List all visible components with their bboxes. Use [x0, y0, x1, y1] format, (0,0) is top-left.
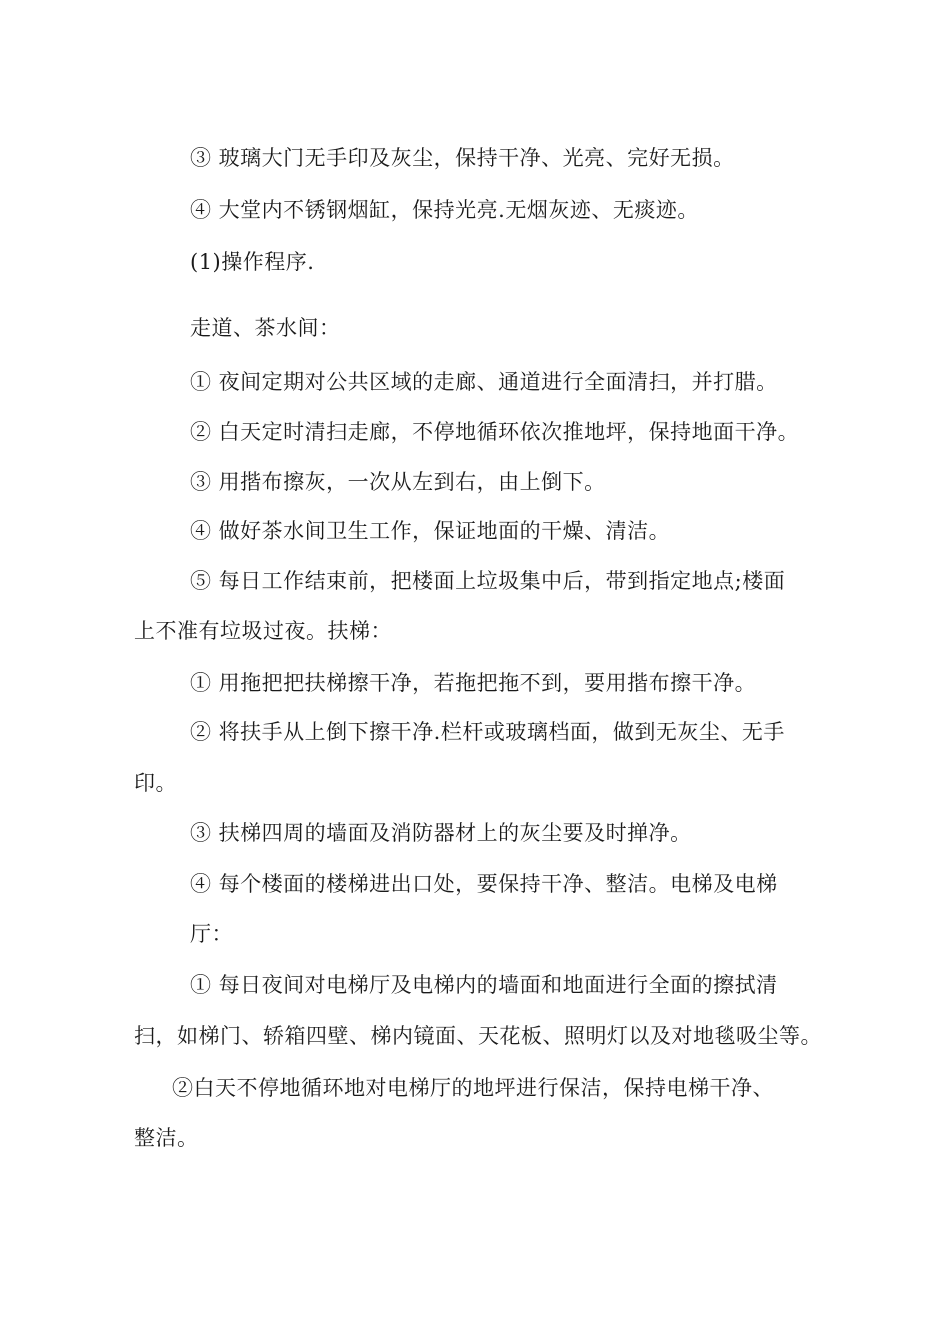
text-line: ④ 做好茶水间卫生工作，保证地面的干燥、清洁。 [190, 519, 671, 543]
text-line: 扫，如梯门、轿箱四壁、梯内镜面、天花板、照明灯以及对地毯吸尘等。 [134, 1024, 822, 1048]
text-line: ② 将扶手从上倒下擦干净.栏杆或玻璃档面，做到无灰尘、无手 [190, 720, 785, 744]
text-line: ③ 扶梯四周的墙面及消防器材上的灰尘要及时掸净。 [190, 821, 692, 845]
text-line: ① 夜间定期对公共区域的走廊、通道进行全面清扫，并打腊。 [190, 370, 778, 394]
text-line: ④ 每个楼面的楼梯进出口处，要保持干净、整洁。电梯及电梯 [190, 872, 778, 896]
text-line: 厅： [190, 922, 233, 946]
text-line: ②白天不停地循环地对电梯厅的地坪进行保洁，保持电梯干净、 [172, 1076, 774, 1100]
text-line: ⑤ 每日工作结束前，把楼面上垃圾集中后，带到指定地点;楼面 [190, 569, 786, 593]
text-line: ① 用拖把把扶梯擦干净，若拖把拖不到，要用揩布擦干净。 [190, 671, 757, 695]
text-line: 走道、茶水间： [190, 316, 341, 340]
text-line: ③ 用揩布擦灰，一次从左到右，由上倒下。 [190, 470, 606, 494]
text-line: 印。 [134, 771, 177, 795]
text-line: ④ 大堂内不锈钢烟缸，保持光亮.无烟灰迹、无痰迹。 [190, 198, 699, 222]
text-line: 整洁。 [134, 1126, 199, 1150]
text-line: ③ 玻璃大门无手印及灰尘，保持干净、光亮、完好无损。 [190, 146, 735, 170]
text-line: ② 白天定时清扫走廊，不停地循环依次推地坪，保持地面干净。 [190, 420, 800, 444]
text-line: ① 每日夜间对电梯厅及电梯内的墙面和地面进行全面的擦拭清 [190, 973, 778, 997]
text-line: (1)操作程序. [190, 250, 315, 274]
text-line: 上不准有垃圾过夜。扶梯： [134, 619, 392, 643]
